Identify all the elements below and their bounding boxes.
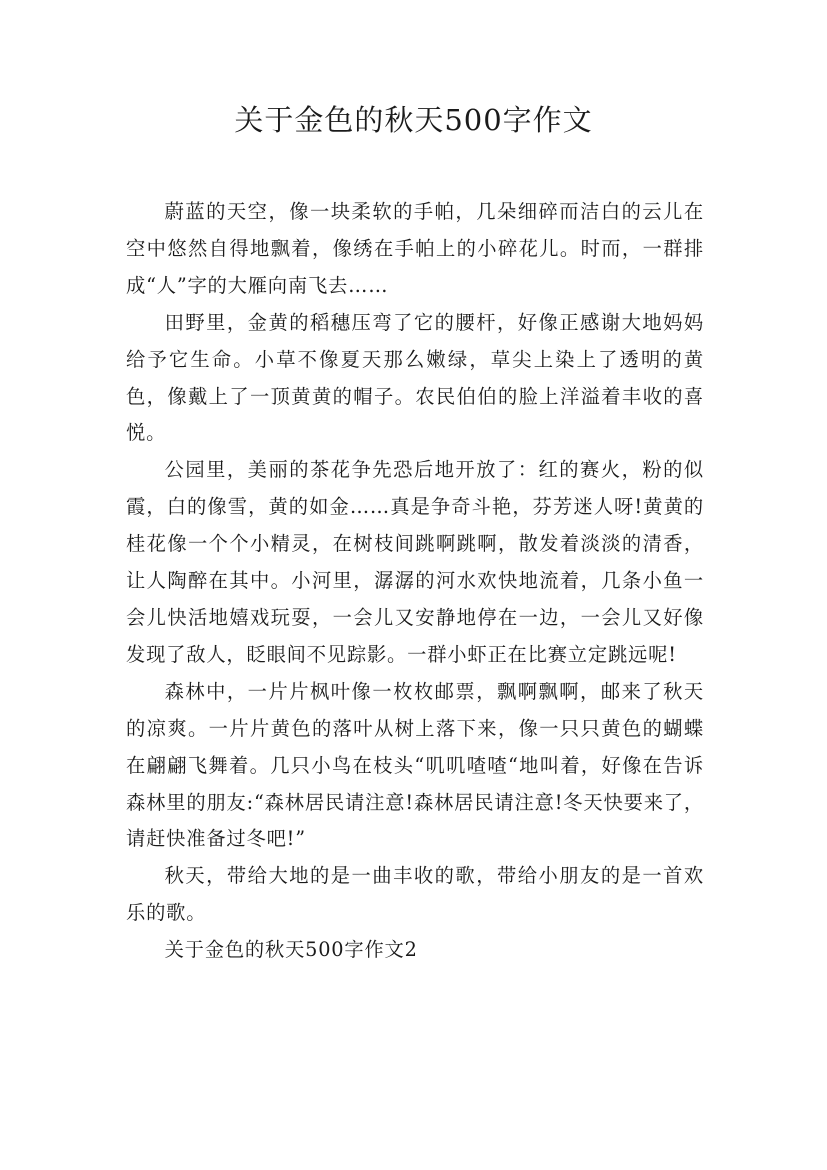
paragraph-conclusion: 秋天，带给大地的是一曲丰收的歌，带给小朋友的是一首欢乐的歌。 — [126, 864, 704, 925]
paragraph-park: 公园里，美丽的茶花争先恐后地开放了：红的赛火，粉的似霞，白的像雪，黄的如金……真是争奇斗艳，芬芳迷人呀!黄黄的桂花像一个个小精灵，在树枝间跳啊跳啊，散发着淡淡的清香，让人陶醉在其中。小河里，潺潺的河水欢快地流着，几条小鱼一会儿快活地嬉戏玩耍，一会儿又安静地停在一边，一会儿又好像发现了敌人，眨眼间不见踪影。一群小虾正在比赛立定跳远呢! — [126, 458, 704, 666]
document-body — [126, 194, 704, 969]
paragraph-sky: 蔚蓝的天空，像一块柔软的手帕，几朵细碎而洁白的云儿在空中悠然自得地飘着，像绣在手帕上的小碎花儿。时而，一群排成“人”字的大雁向南飞去…… — [126, 200, 704, 297]
paragraph-fields: 田野里，金黄的稻穗压弯了它的腰杆，好像正感谢大地妈妈给予它生命。小草不像夏天那么嫩绿，草尖上染上了透明的黄色，像戴上了一顶黄黄的帽子。农民伯伯的脸上洋溢着丰收的喜悦。 — [126, 310, 704, 445]
paragraph-next-title: 关于金色的秋天500字作文2 — [164, 938, 418, 962]
document-title: 关于金色的秋天500字作文 — [234, 103, 593, 137]
paragraph-forest: 森林中，一片片枫叶像一枚枚邮票，飘啊飘啊，邮来了秋天的凉爽。一片片黄色的落叶从树上落下来，像一只只黄色的蝴蝶在翩翩飞舞着。几只小鸟在枝头“叽叽喳喳“地叫着，好像在告诉森林里的朋友:“森林居民请注意!森林居民请注意!冬天快要来了，请赶快准备过冬吧!” — [126, 679, 704, 851]
